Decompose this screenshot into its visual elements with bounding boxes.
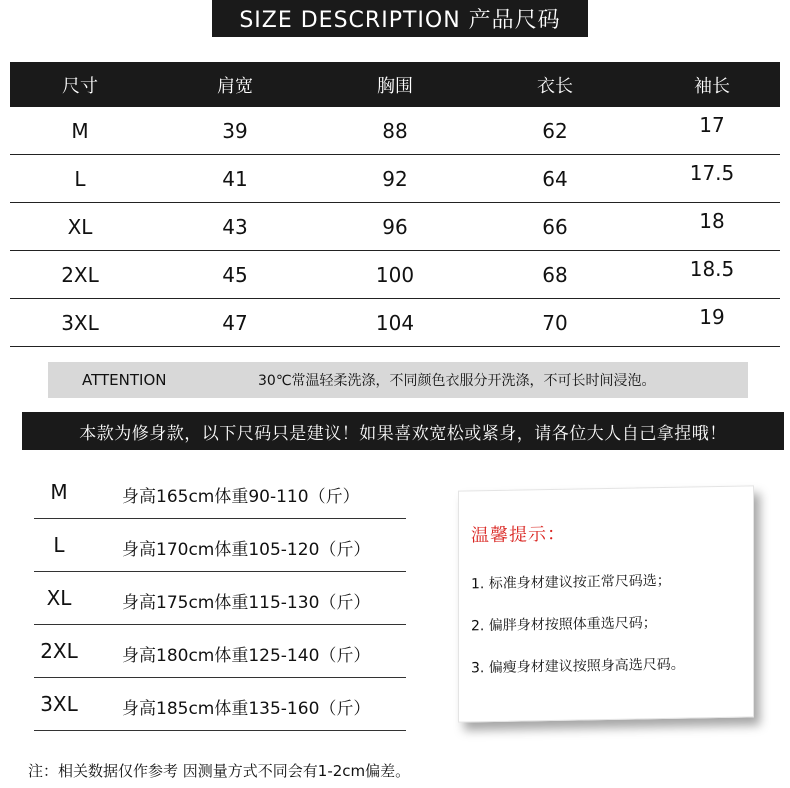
cell-chest: 92 bbox=[382, 166, 408, 191]
recommendation-desc: 身高170cm体重105-120（斤） bbox=[122, 540, 371, 560]
measurement-footnote: 注：相关数据仅作参考 因测量方式不同会有1-2cm偏差。 bbox=[28, 762, 411, 780]
recommendation-desc: 身高175cm体重115-130（斤） bbox=[122, 593, 371, 613]
cell-shoulder: 43 bbox=[222, 214, 248, 239]
size-table-row bbox=[10, 107, 780, 155]
header-shoulder: 肩宽 bbox=[217, 75, 253, 97]
size-table-header bbox=[10, 62, 780, 107]
recommendation-size: XL bbox=[46, 586, 72, 610]
cell-chest: 104 bbox=[375, 310, 415, 335]
cell-size: 3XL bbox=[61, 310, 99, 335]
cell-shoulder: 47 bbox=[222, 310, 248, 335]
attention-label: ATTENTION bbox=[82, 371, 167, 389]
cell-shoulder: 45 bbox=[222, 262, 248, 287]
cell-sleeve: 17 bbox=[699, 113, 725, 137]
cell-shoulder: 39 bbox=[222, 118, 248, 143]
cell-size: XL bbox=[67, 214, 93, 239]
recommendation-size: 3XL bbox=[40, 692, 78, 716]
fit-notice-text: 本款为修身款，以下尺码只是建议！如果喜欢宽松或紧身，请各位大人自己拿捏哦！ bbox=[79, 423, 727, 444]
tip-item: 3. 偏瘦身材建议按照身高选尺码。 bbox=[471, 656, 685, 677]
cell-length: 66 bbox=[542, 214, 568, 239]
recommendation-size: 2XL bbox=[40, 639, 78, 663]
attention-text: 30℃常温轻柔洗涤，不同颜色衣服分开洗涤，不可长时间浸泡。 bbox=[258, 373, 656, 389]
recommendation-desc: 身高165cm体重90-110（斤） bbox=[122, 487, 360, 507]
header-length: 衣长 bbox=[537, 75, 573, 97]
recommendation-desc: 身高185cm体重135-160（斤） bbox=[122, 699, 371, 719]
cell-length: 70 bbox=[542, 310, 568, 335]
recommendation-row bbox=[34, 466, 406, 519]
cell-size: M bbox=[71, 118, 89, 143]
recommendation-row bbox=[34, 625, 406, 678]
size-table-row bbox=[10, 203, 780, 251]
page-title bbox=[212, 0, 588, 37]
cell-sleeve: 17.5 bbox=[689, 161, 735, 185]
tips-title: 温馨提示： bbox=[471, 523, 566, 547]
recommendation-desc: 身高180cm体重125-140（斤） bbox=[122, 646, 371, 666]
header-chest: 胸围 bbox=[377, 75, 413, 97]
cell-length: 68 bbox=[542, 262, 568, 287]
cell-chest: 100 bbox=[375, 262, 415, 287]
size-table bbox=[10, 62, 780, 347]
cell-sleeve: 18.5 bbox=[689, 257, 735, 281]
cell-chest: 88 bbox=[382, 118, 408, 143]
recommendation-row bbox=[34, 678, 406, 731]
tip-item: 2. 偏胖身材按照体重选尺码； bbox=[471, 615, 657, 635]
recommendation-row bbox=[34, 572, 406, 625]
attention-bar bbox=[48, 362, 748, 398]
recommendation-size: L bbox=[53, 533, 65, 557]
size-table-row bbox=[10, 155, 780, 203]
cell-sleeve: 19 bbox=[699, 305, 725, 329]
cell-sleeve: 18 bbox=[699, 209, 725, 233]
recommendation-size: M bbox=[50, 480, 68, 504]
cell-shoulder: 41 bbox=[222, 166, 248, 191]
cell-size: 2XL bbox=[61, 262, 99, 287]
tips-card bbox=[458, 485, 754, 722]
size-recommendation-table bbox=[34, 466, 406, 731]
fit-notice-bar bbox=[22, 412, 784, 450]
header-size: 尺寸 bbox=[62, 75, 98, 97]
size-table-row bbox=[10, 299, 780, 347]
cell-length: 64 bbox=[542, 166, 568, 191]
header-sleeve: 袖长 bbox=[694, 75, 730, 97]
tip-item: 1. 标准身材建议按正常尺码选； bbox=[471, 572, 671, 593]
cell-chest: 96 bbox=[382, 214, 408, 239]
size-table-row bbox=[10, 251, 780, 299]
cell-size: L bbox=[74, 166, 86, 191]
recommendation-row bbox=[34, 519, 406, 572]
page-title-text: SIZE DESCRIPTION 产品尺码 bbox=[239, 8, 561, 33]
cell-length: 62 bbox=[542, 118, 568, 143]
